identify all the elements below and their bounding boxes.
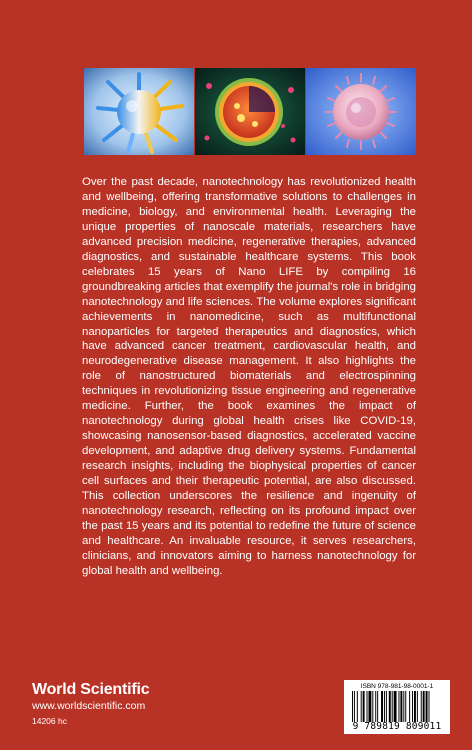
isbn-barcode	[344, 680, 450, 734]
cover-image-strip	[84, 68, 416, 155]
virus-nanoparticle-illustration	[84, 68, 194, 155]
barcode-digits: 9 789819 809011	[352, 721, 442, 732]
publisher-name: World Scientific	[32, 681, 150, 698]
barcode-bars	[352, 691, 444, 722]
publisher-block	[32, 681, 149, 727]
spiked-cell-illustration	[306, 68, 416, 155]
product-code: 14206 hc	[32, 716, 67, 726]
back-cover-blurb: Over the past decade, nanotechnology has revolutionized health and wellbeing, offering transformative solutions to challenges in medicine, biology, and environmental health. Leveraging the unique properties of nanoscale materials, researchers have advanced precision medicine, regenerative therapies, advanced diagnostics, and sustainable healthcare systems. This book celebrates 15 years of Nano LIFE by compiling 16 groundbreaking articles that exemplify the journal's role in bridging nanotechnology and life sciences. The volume explores significant achievements in nanomedicine, such as multifunctional nanoparticles for targeted therapeutics and diagnostics, which have advanced cancer treatment, cardiovascular health, and neurodegenerative disease management. It also highlights the role of nanostructured biomaterials and electrospinning techniques in revolutionizing tissue engineering and regenerative medicine. Further, the book examines the impact of nanotechnology during global health crises like COVID-19, showcasing nanosensor-based diagnostics, accelerated vaccine development, and adaptive drug delivery systems. Fundamental research insights, including the biophysical properties of cancer cell surfaces and their therapeutic potential, are also discussed. This collection underscores the resilience and ingenuity of nanotechnology research, reflecting on its profound impact over the past 15 years and its potential to redefine the future of science and healthcare. An invaluable resource, it serves researchers, clinicians, and innovators aiming to harness nanotechnology for global health and wellbeing.	[82, 176, 416, 577]
isbn-label: ISBN 978-981-98-0001-1	[360, 683, 434, 690]
publisher-url: www.worldscientific.com	[32, 700, 146, 712]
liposome-cross-section-illustration	[195, 68, 305, 155]
